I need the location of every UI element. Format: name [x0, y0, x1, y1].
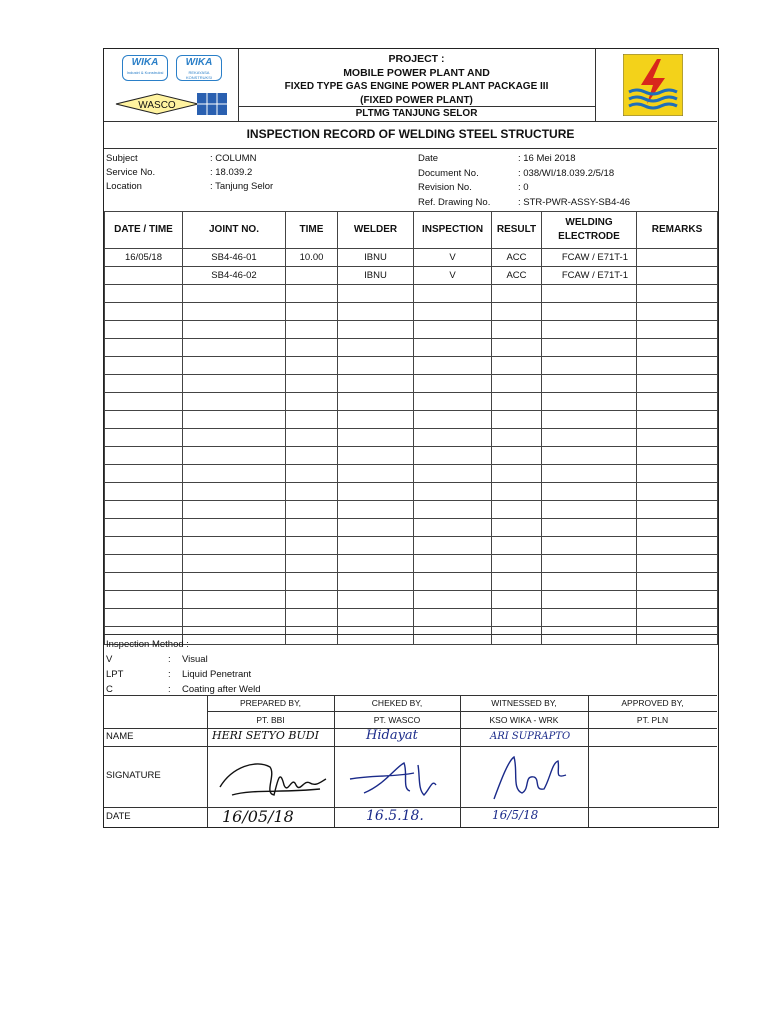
table-cell: [637, 357, 718, 375]
table-cell: [105, 375, 183, 393]
revision-label: Revision No.: [418, 182, 472, 193]
method-desc: Visual: [182, 654, 208, 665]
wika-konstruksi-logo: WIKA REKAYASA KONSTRUKSI: [176, 55, 222, 81]
table-row-empty: [105, 411, 718, 429]
table-cell: [286, 627, 338, 645]
table-cell: [414, 285, 492, 303]
table-cell: [414, 501, 492, 519]
table-cell: [637, 555, 718, 573]
checked-date: 16.5.18.: [366, 808, 424, 824]
table-cell: [338, 609, 414, 627]
table-cell: [105, 321, 183, 339]
table-cell: [338, 465, 414, 483]
table-cell: [414, 591, 492, 609]
table-row-empty: [105, 609, 718, 627]
table-row-empty: [105, 339, 718, 357]
table-cell: [183, 321, 286, 339]
table-cell: [414, 303, 492, 321]
table-cell: [105, 285, 183, 303]
table-cell: IBNU: [338, 249, 414, 267]
table-cell: [105, 411, 183, 429]
table-row-empty: [105, 375, 718, 393]
table-cell: [105, 393, 183, 411]
table-cell: [492, 627, 542, 645]
table-cell: FCAW / E71T-1: [542, 249, 637, 267]
table-cell: [286, 321, 338, 339]
table-cell: [286, 609, 338, 627]
table-cell: [492, 519, 542, 537]
date-row-label: DATE: [106, 811, 131, 822]
table-cell: [637, 519, 718, 537]
table-cell: [492, 537, 542, 555]
table-cell: [637, 483, 718, 501]
table-cell: [105, 519, 183, 537]
info-left: [106, 152, 273, 194]
witnessed-by-label: WITNESSED BY,: [491, 698, 557, 708]
table-row-empty: [105, 465, 718, 483]
table-cell: [637, 285, 718, 303]
table-cell: [286, 447, 338, 465]
table-cell: [286, 429, 338, 447]
drawing-value: : STR-PWR-ASSY-SB4-46: [518, 196, 631, 208]
wasco-logo: [114, 93, 200, 115]
table-cell: [492, 357, 542, 375]
table-cell: [286, 285, 338, 303]
inspection-form: [103, 48, 719, 828]
table-cell: [286, 375, 338, 393]
table-cell: [105, 591, 183, 609]
table-cell: [414, 537, 492, 555]
service-label: Service No.: [106, 167, 156, 178]
table-cell: [105, 339, 183, 357]
prepared-date: 16/05/18: [222, 807, 294, 826]
document-no-value: : 038/WI/18.039.2/5/18: [518, 167, 615, 179]
checked-name: Hidayat: [366, 728, 418, 743]
table-cell: [414, 393, 492, 411]
table-cell: [637, 375, 718, 393]
method-separator: :: [168, 669, 171, 680]
table-cell: [542, 429, 637, 447]
table-cell: [542, 375, 637, 393]
table-cell: ACC: [492, 249, 542, 267]
table-cell: [183, 339, 286, 357]
table-cell: [492, 375, 542, 393]
pln-logo: [623, 54, 683, 116]
wika-logo: WIKA Industri & Konstruksi: [122, 55, 168, 81]
table-cell: [542, 321, 637, 339]
table-row-empty: [105, 591, 718, 609]
column-header: JOINT NO.: [183, 212, 286, 249]
table-row: [105, 267, 718, 285]
table-cell: [637, 267, 718, 285]
service-value: : 18.039.2: [210, 167, 253, 178]
table-cell: [286, 267, 338, 285]
table-row-empty: [105, 537, 718, 555]
table-cell: ACC: [492, 267, 542, 285]
witnessed-name: ARI SUPRAPTO: [490, 731, 571, 742]
table-cell: [414, 447, 492, 465]
table-cell: [542, 573, 637, 591]
table-cell: [183, 483, 286, 501]
table-cell: [183, 357, 286, 375]
table-cell: [542, 537, 637, 555]
table-cell: [338, 393, 414, 411]
table-cell: [338, 501, 414, 519]
method-item: [106, 652, 261, 667]
table-cell: [637, 609, 718, 627]
table-cell: [492, 285, 542, 303]
table-cell: [542, 519, 637, 537]
table-cell: [492, 393, 542, 411]
table-row-empty: [105, 555, 718, 573]
approved-org: PT. PLN: [636, 715, 669, 725]
table-cell: [414, 519, 492, 537]
table-cell: [637, 447, 718, 465]
location-label: Location: [106, 181, 142, 192]
table-cell: [338, 519, 414, 537]
witnessed-date: 16/5/18: [492, 808, 539, 822]
table-cell: [414, 411, 492, 429]
table-cell: [183, 573, 286, 591]
table-cell: [542, 303, 637, 321]
table-row-empty: [105, 321, 718, 339]
checked-org: PT. WASCO: [373, 715, 421, 725]
table-cell: [637, 339, 718, 357]
table-cell: [338, 303, 414, 321]
site-name: PLTMG TANJUNG SELOR: [355, 108, 478, 119]
table-cell: [183, 303, 286, 321]
table-cell: [542, 357, 637, 375]
table-cell: [542, 627, 637, 645]
table-cell: [338, 537, 414, 555]
table-cell: [286, 591, 338, 609]
inspection-method-title: Inspection Method :: [106, 639, 189, 650]
table-cell: SB4-46-02: [183, 267, 286, 285]
table-row-empty: [105, 447, 718, 465]
column-header: RESULT: [492, 212, 542, 249]
table-cell: [286, 501, 338, 519]
method-code: C: [106, 684, 113, 695]
table-cell: [338, 429, 414, 447]
logo-area: [104, 49, 238, 121]
table-cell: [338, 411, 414, 429]
prepared-by-label: PREPARED BY,: [239, 698, 302, 708]
table-cell: [105, 357, 183, 375]
column-header: INSPECTION: [414, 212, 492, 249]
table-cell: [414, 357, 492, 375]
table-cell: 10.00: [286, 249, 338, 267]
table-cell: [492, 411, 542, 429]
approved-by-label: APPROVED BY,: [621, 698, 684, 708]
table-cell: V: [414, 267, 492, 285]
table-cell: [492, 465, 542, 483]
table-cell: [183, 555, 286, 573]
table-cell: [542, 447, 637, 465]
column-header: REMARKS: [637, 212, 718, 249]
table-cell: [183, 519, 286, 537]
table-cell: [183, 537, 286, 555]
project-title: PROJECT : MOBILE POWER PLANT AND FIXED TYPE GAS ENGINE POWER PLANT PACKAGE III (FIXED POWER PLANT): [284, 53, 549, 106]
table-cell: [183, 465, 286, 483]
table-cell: [414, 483, 492, 501]
table-cell: [492, 501, 542, 519]
table-cell: [286, 339, 338, 357]
table-cell: [637, 591, 718, 609]
table-cell: [542, 465, 637, 483]
table-cell: [338, 339, 414, 357]
table-cell: [492, 429, 542, 447]
column-header: WELDER: [338, 212, 414, 249]
table-cell: [338, 483, 414, 501]
table-cell: IBNU: [338, 267, 414, 285]
table-cell: [492, 447, 542, 465]
table-cell: [183, 375, 286, 393]
table-cell: [637, 249, 718, 267]
method-desc: Liquid Penetrant: [182, 669, 252, 680]
drawing-label: Ref. Drawing No.: [418, 196, 491, 208]
welding-record-table: [104, 211, 718, 645]
table-cell: [414, 555, 492, 573]
table-cell: [414, 573, 492, 591]
table-cell: [637, 465, 718, 483]
wasco-logo-text: WASCO: [138, 100, 176, 111]
table-cell: [105, 573, 183, 591]
column-header: WELDING ELECTRODE: [542, 212, 637, 249]
table-cell: [105, 537, 183, 555]
column-header: DATE / TIME: [105, 212, 183, 249]
table-cell: [183, 609, 286, 627]
table-cell: SB4-46-01: [183, 249, 286, 267]
table-cell: [492, 483, 542, 501]
table-row-empty: [105, 573, 718, 591]
table-cell: [105, 609, 183, 627]
table-cell: [492, 303, 542, 321]
table-cell: [286, 519, 338, 537]
table-cell: [492, 321, 542, 339]
table-cell: [286, 465, 338, 483]
witnessed-signature: [474, 749, 584, 805]
table-cell: [542, 555, 637, 573]
table-cell: [542, 339, 637, 357]
table-cell: [414, 609, 492, 627]
table-cell: [637, 393, 718, 411]
revision-value: : 0: [518, 182, 529, 193]
table-cell: [286, 393, 338, 411]
table-cell: FCAW / E71T-1: [542, 267, 637, 285]
table-cell: [338, 555, 414, 573]
checked-by-label: CHEKED BY,: [371, 698, 423, 708]
table-cell: 16/05/18: [105, 249, 183, 267]
method-separator: :: [168, 654, 171, 665]
subject-label: Subject: [106, 153, 138, 164]
table-cell: [414, 339, 492, 357]
document-title: INSPECTION RECORD OF WELDING STEEL STRUCTURE: [246, 127, 575, 141]
table-cell: [542, 285, 637, 303]
table-cell: [542, 501, 637, 519]
table-cell: [338, 285, 414, 303]
table-cell: [286, 573, 338, 591]
method-separator: :: [168, 684, 171, 695]
table-cell: [542, 609, 637, 627]
table-cell: [338, 591, 414, 609]
table-cell: [414, 321, 492, 339]
table-cell: [492, 591, 542, 609]
date-label: Date: [418, 153, 439, 164]
table-cell: [637, 627, 718, 645]
method-code: V: [106, 654, 113, 665]
table-cell: [286, 357, 338, 375]
location-value: : Tanjung Selor: [210, 181, 274, 192]
table-cell: [183, 591, 286, 609]
table-cell: [286, 411, 338, 429]
table-cell: [637, 411, 718, 429]
subject-value: : COLUMN: [210, 153, 257, 164]
table-cell: [183, 411, 286, 429]
table-cell: [637, 537, 718, 555]
table-cell: [492, 339, 542, 357]
table-cell: [286, 537, 338, 555]
witnessed-org: KSO WIKA - WRK: [489, 715, 559, 725]
inspection-method: [106, 637, 261, 697]
table-row-empty: [105, 303, 718, 321]
table-cell: [338, 375, 414, 393]
table-cell: [637, 501, 718, 519]
table-cell: [286, 555, 338, 573]
table-row-empty: [105, 501, 718, 519]
table-cell: [637, 321, 718, 339]
table-cell: [105, 555, 183, 573]
table-cell: [492, 573, 542, 591]
table-cell: [183, 285, 286, 303]
method-desc: Coating after Weld: [182, 684, 261, 695]
table-cell: [286, 483, 338, 501]
table-cell: [105, 483, 183, 501]
table-row-empty: [105, 357, 718, 375]
table-cell: [105, 267, 183, 285]
table-cell: [338, 447, 414, 465]
table-cell: [542, 411, 637, 429]
table-cell: [542, 483, 637, 501]
table-cell: [183, 447, 286, 465]
grid-logo-icon: [197, 93, 227, 115]
table-cell: [414, 375, 492, 393]
table-cell: [414, 465, 492, 483]
checked-signature: [344, 749, 456, 805]
date-value: : 16 Mei 2018: [518, 153, 576, 164]
table-cell: [105, 429, 183, 447]
table-cell: [338, 357, 414, 375]
prepared-signature: [212, 749, 330, 805]
table-row: [105, 249, 718, 267]
table-cell: [492, 555, 542, 573]
table-cell: [542, 591, 637, 609]
method-item: [106, 667, 261, 682]
table-header-row: [105, 212, 718, 249]
table-cell: [183, 429, 286, 447]
info-right: [418, 152, 630, 210]
prepared-org: PT. BBI: [256, 715, 285, 725]
table-cell: [105, 465, 183, 483]
table-cell: [637, 303, 718, 321]
table-cell: [105, 501, 183, 519]
table-cell: [183, 393, 286, 411]
table-cell: [338, 627, 414, 645]
table-cell: [492, 609, 542, 627]
table-cell: [338, 321, 414, 339]
table-cell: V: [414, 249, 492, 267]
table-row-empty: [105, 393, 718, 411]
document-no-label: Document No.: [418, 167, 479, 179]
table-row-empty: [105, 519, 718, 537]
table-cell: [338, 573, 414, 591]
table-row-empty: [105, 285, 718, 303]
prepared-name: HERI SETYO BUDI: [212, 729, 319, 742]
table-cell: [637, 573, 718, 591]
method-code: LPT: [106, 669, 124, 680]
table-cell: [105, 303, 183, 321]
table-cell: [414, 429, 492, 447]
table-cell: [542, 393, 637, 411]
table-cell: [183, 501, 286, 519]
column-header: TIME: [286, 212, 338, 249]
table-cell: [105, 447, 183, 465]
signature-row-label: SIGNATURE: [106, 770, 161, 781]
table-row-empty: [105, 429, 718, 447]
table-cell: [637, 429, 718, 447]
table-cell: [286, 303, 338, 321]
name-row-label: NAME: [106, 731, 134, 742]
table-row-empty: [105, 483, 718, 501]
table-cell: [414, 627, 492, 645]
